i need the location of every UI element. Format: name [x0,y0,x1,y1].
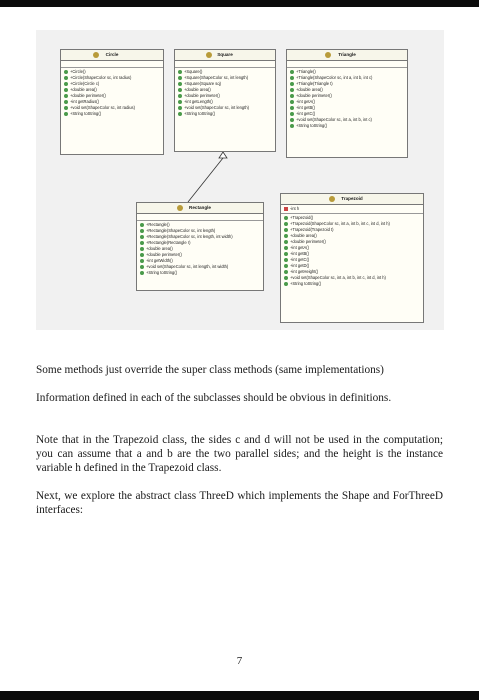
method-text: +Circle() [70,69,86,74]
method-text: +int getWidth() [146,258,173,263]
class-triangle [286,49,408,158]
method-text: +Triangle(Triangle t) [296,81,333,86]
class-icon [93,52,99,58]
class-trapezoid [280,193,424,323]
method-icon [284,246,288,250]
method-icon [290,82,294,86]
generalization-arrow-icon [219,152,227,158]
method-text: +void set(ShapeColor sc, int radius) [70,105,135,110]
method-row [64,111,160,117]
method-text: +double area() [184,87,211,92]
method-icon [284,282,288,286]
method-icon [178,100,182,104]
class-fields [61,61,163,68]
class-methods [61,68,163,118]
class-fields [137,214,263,221]
method-text: +double area() [296,87,323,92]
class-name: Rectangle [189,205,211,210]
method-text: +int getA() [296,99,315,104]
method-icon [140,223,144,227]
method-icon [64,94,68,98]
class-fields [287,61,407,68]
class-name: Circle [105,52,119,57]
class-methods [287,68,407,130]
method-text: +Rectangle(Rectangle r) [146,240,191,245]
method-icon [140,253,144,257]
class-circle [60,49,164,155]
method-icon [64,88,68,92]
page-number: 7 [236,655,243,667]
method-icon [64,82,68,86]
method-icon [140,229,144,233]
method-text: +Trapezoid(ShapeColor sc, int a, int b, int c, int d, int h) [290,221,390,226]
method-icon [284,276,288,280]
method-icon [178,112,182,116]
field-row [284,206,420,212]
method-icon [290,118,294,122]
method-text: +Rectangle(ShapeColor sc, int length, int width) [146,234,233,239]
class-header [287,50,407,61]
class-header [137,203,263,214]
method-text: +double perimeter() [146,252,182,257]
class-header [61,50,163,61]
method-icon [284,258,288,262]
method-icon [178,82,182,86]
method-icon [140,271,144,275]
method-icon [290,70,294,74]
method-icon [178,106,182,110]
method-text: +int getB() [296,105,315,110]
method-text: +Rectangle() [146,222,170,227]
class-icon [329,196,335,202]
method-text: +int getB() [290,251,309,256]
method-text: +Rectangle(ShapeColor sc, int length) [146,228,216,233]
method-icon [140,247,144,251]
method-row [290,123,404,129]
method-icon [178,94,182,98]
method-icon [284,228,288,232]
method-icon [284,270,288,274]
method-text: +String toString() [290,281,322,286]
method-text: +void set(ShapeColor sc, int a, int b, int c, int d, int h) [290,275,386,280]
class-header [175,50,275,61]
method-text: +Triangle() [296,69,316,74]
method-icon [284,264,288,268]
method-text: +void set(ShapeColor sc, int length) [184,105,249,110]
method-text: +String toString() [70,111,102,116]
method-text: +double perimeter() [70,93,106,98]
method-text: +int getLength() [184,99,213,104]
class-header [281,194,423,205]
paragraph-override-note: Some methods just override the super class methods (same implementations) [36,364,384,376]
class-name: Trapezoid [341,196,363,201]
method-text: +double area() [70,87,97,92]
method-icon [290,112,294,116]
method-text: +String toString() [146,270,178,275]
method-text: +String toString() [296,123,328,128]
class-fields [175,61,275,68]
method-text: +void set(ShapeColor sc, int a, int b, int c) [296,117,372,122]
paragraph-trapezoid-note: Note that in the Trapezoid class, the sides c and d will not be used in the computation; you can assume that a and b are the two parallel sides; and the height is the instance variable h defined in the Trapezoid class. [36,434,443,474]
method-text: +Trapezoid() [290,215,314,220]
method-text: +Trapezoid(Trapezoid t) [290,227,334,232]
uml-class-diagram [36,30,444,330]
class-square [174,49,276,152]
method-text: +Triangle(ShapeColor sc, int a, int b, int c) [296,75,373,80]
method-icon [290,100,294,104]
method-icon [140,259,144,263]
method-text: +Circle(Circle c) [70,81,100,86]
method-icon [290,76,294,80]
method-text: +int getA() [290,245,309,250]
method-text: +Square() [184,69,203,74]
bottom-edge-bar [0,691,479,700]
method-text: +double area() [290,233,317,238]
method-icon [178,76,182,80]
field-text: -int h [290,206,300,211]
field-icon [284,207,288,211]
method-icon [290,106,294,110]
method-icon [64,112,68,116]
method-text: +String toString() [184,111,216,116]
class-methods [175,68,275,118]
top-edge-bar [0,0,479,7]
class-icon [177,205,183,211]
method-text: +int getC() [296,111,316,116]
method-text: +Square(Square sq) [184,81,221,86]
method-icon [178,88,182,92]
method-row [140,270,260,276]
method-row [284,281,420,287]
class-icon [325,52,331,58]
method-icon [284,240,288,244]
method-icon [290,124,294,128]
class-icon [206,52,212,58]
paragraph-threed-intro: Next, we explore the abstract class ThreeD which implements the Shape and ForThreeD interfaces: [36,490,443,516]
method-text: +double perimeter() [184,93,220,98]
method-icon [140,241,144,245]
method-icon [64,106,68,110]
class-methods [137,221,263,277]
method-icon [140,265,144,269]
method-icon [290,88,294,92]
method-text: +double area() [146,246,173,251]
method-text: +void set(ShapeColor sc, int length, int width) [146,264,229,269]
class-rectangle [136,202,264,291]
method-text: +int getD() [290,263,310,268]
method-icon [140,235,144,239]
class-name: Triangle [338,52,356,57]
method-text: +int getRadius() [70,99,100,104]
method-text: +double perimeter() [290,239,326,244]
method-icon [284,234,288,238]
method-icon [64,70,68,74]
method-icon [284,222,288,226]
method-text: +double perimeter() [296,93,332,98]
method-icon [178,70,182,74]
class-name: Square [217,52,233,57]
method-icon [284,216,288,220]
method-text: +Circle(ShapeColor sc, int radius) [70,75,132,80]
method-text: +int getHeight() [290,269,319,274]
method-row [178,111,272,117]
method-icon [290,94,294,98]
method-icon [64,100,68,104]
method-icon [284,252,288,256]
paragraph-subclass-info: Information defined in each of the subclasses should be obvious in definitions. [36,392,392,404]
method-text: +int getC() [290,257,310,262]
method-icon [64,76,68,80]
class-fields [281,205,423,214]
method-text: +Square(ShapeColor sc, int length) [184,75,249,80]
class-methods [281,214,423,288]
